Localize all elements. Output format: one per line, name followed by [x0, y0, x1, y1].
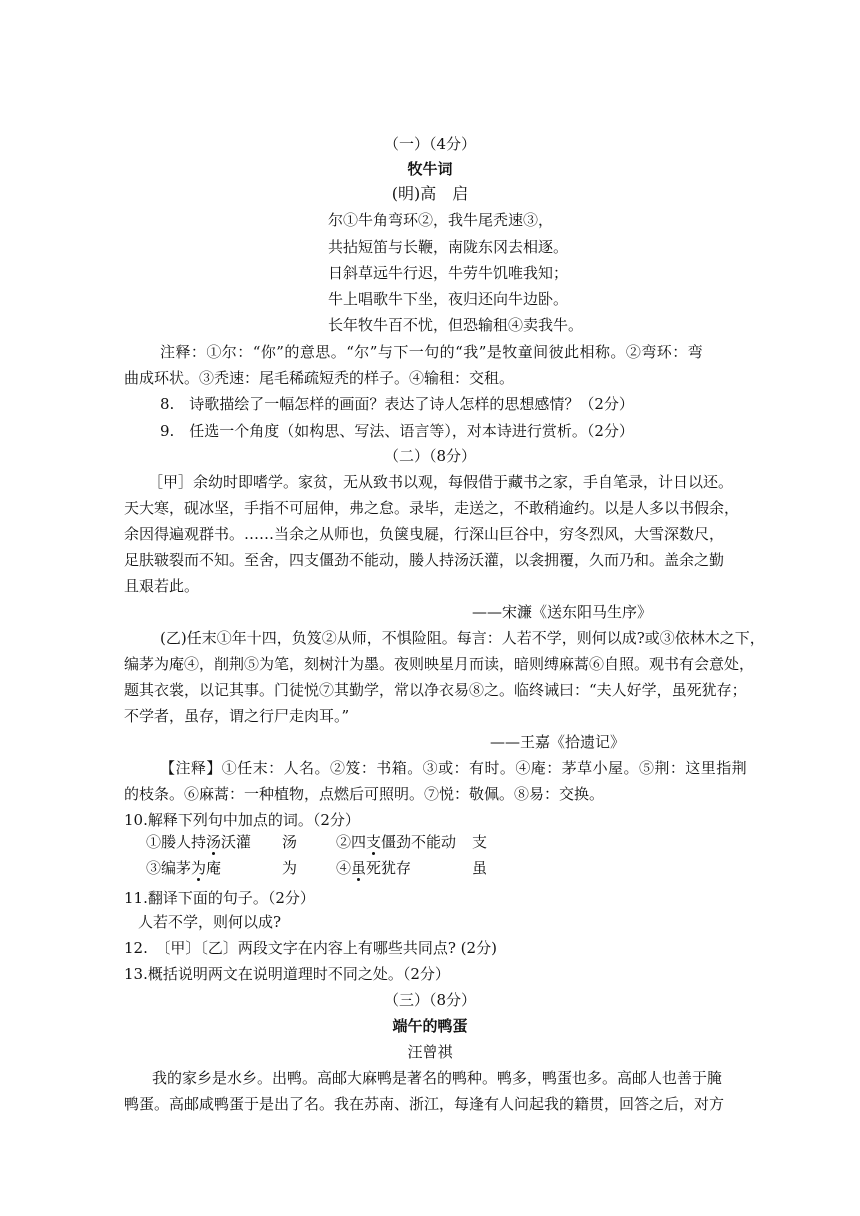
passage-yi-source: ——王嘉《拾遗记》 [490, 733, 626, 751]
poem-line: 日斜草远牛行迟，牛劳牛饥唯我知； [328, 264, 569, 282]
question-13: 13.概括说明两文在说明道理时不同之处。（2分） [124, 965, 450, 983]
section-1-heading: （一）（4分） [383, 135, 477, 153]
dotted-word: 汤 [206, 833, 222, 851]
section-2-heading: （二）（8分） [383, 447, 477, 465]
question-10: 10.解释下列句中加点的词。（2分） [124, 811, 360, 829]
passage-notes-line: 【注释】①任末：人名。②笈：书箱。③或：有时。④庵：茅草小屋。⑤荆：这里指荆 [160, 759, 748, 777]
dotted-word: 支 [366, 833, 382, 851]
q10-item-post: 庵 [206, 859, 222, 877]
passage-yi-line: 不学者，虽存，谓之行尸走肉耳。” [124, 707, 350, 725]
poem-notes-line: 曲成环状。③秃速：尾毛稀疏短秃的样子。④输租：交租。 [124, 369, 515, 387]
q10-answer-word: 支 [472, 833, 488, 851]
q10-item [146, 858, 221, 878]
poem-notes-line: 注释：①尔：“你”的意思。“尔”与下一句的“我”是牧童间彼此相称。②弯环：弯 [160, 343, 704, 361]
dotted-word: 虽 [351, 859, 367, 877]
passage-jia-line: ［甲］余幼时即嗜学。家贫，无从致书以观，每假借于藏书之家，手自笔录，计日以还。 [148, 473, 734, 491]
q10-item-pre: ②四 [336, 833, 367, 851]
question-11: 11.翻译下面的句子。（2分） [124, 889, 315, 907]
q10-answer-word: 为 [282, 859, 298, 877]
essay-author: 汪曾祺 [407, 1043, 453, 1061]
passage-jia-line: 且艰若此。 [124, 577, 200, 595]
q10-item-pre: ①媵人持 [146, 833, 207, 851]
poem-title: 牧牛词 [407, 160, 453, 178]
poem-line: 牛上唱歌牛下坐，夜归还向牛边卧。 [328, 290, 569, 308]
passage-jia-line: 余因得遍观群书。……当余之从师也，负箧曳屣，行深山巨谷中，穷冬烈风，大雪深数尺， [124, 525, 725, 543]
q10-answer-word: 虽 [472, 859, 488, 877]
passage-jia-line: 足肤皲裂而不知。至舍，四支僵劲不能动，媵人持汤沃灌，以衾拥覆，久而乃和。盖余之勤 [124, 551, 725, 569]
poem-line: 共拈短笛与长鞭，南陇东冈去相逐。 [328, 238, 569, 256]
section-3-heading: （三）（8分） [383, 991, 477, 1009]
q10-item-post: 僵劲不能动 [381, 833, 457, 851]
poem-author: (明)高 启 [391, 184, 469, 203]
poem-line: 尔①牛角弯环②，我牛尾秃速③， [328, 211, 554, 229]
essay-paragraph-line: 我的家乡是水乡。出鸭。高邮大麻鸭是著名的鸭种。鸭多，鸭蛋也多。高邮人也善于腌 [152, 1069, 723, 1087]
passage-notes-line: 的枝条。⑥麻蒿：一种植物，点燃后可照明。⑦悦：敬佩。⑧易：交换。 [124, 785, 605, 803]
q10-item [146, 832, 251, 852]
passage-yi-line: 编茅为庵④，削荆⑤为笔，刻树汁为墨。夜则映星月而读，暗则缚麻蒿⑥自照。观书有会意处， [124, 655, 755, 673]
passage-jia-source: ——宋濂《送东阳马生序》 [472, 603, 653, 621]
passage-yi-line: 题其衣裳，以记其事。门徒悦⑦其勤学，常以净衣易⑧之。临终诫曰：“夫人好学，虽死犹存； [124, 681, 747, 699]
passage-jia-line: 天大寒，砚冰坚，手指不可屈伸，弗之怠。录毕，走送之，不敢稍逾约。以是人多以书假余， [124, 499, 740, 517]
essay-paragraph-line: 鸭蛋。高邮咸鸭蛋于是出了名。我在苏南、浙江，每逢有人问起我的籍贯，回答之后，对方 [124, 1095, 725, 1113]
question-11-sentence: 人若不学，则何以成? [138, 913, 282, 931]
question-9: 9. 任选一个角度（如构思、写法、语言等），对本诗进行赏析。（2分） [160, 422, 634, 440]
poem-line: 长年牧牛百不忧，但恐输租④卖我牛。 [328, 316, 584, 334]
q10-item [336, 832, 456, 852]
question-8: 8. 诗歌描绘了一幅怎样的画面？表达了诗人怎样的思想感情？（2分） [160, 395, 634, 413]
q10-item-pre: ④ [336, 859, 352, 877]
question-12: 12. 〔甲〕〔乙〕两段文字在内容上有哪些共同点? (2分) [124, 939, 497, 957]
q10-answer-word: 汤 [282, 833, 298, 851]
q10-item [336, 858, 411, 878]
dotted-word: 为 [191, 859, 207, 877]
essay-title: 端午的鸭蛋 [392, 1017, 468, 1035]
q10-item-post: 沃灌 [221, 833, 252, 851]
q10-item-pre: ③编茅 [146, 859, 192, 877]
q10-item-post: 死犹存 [366, 859, 412, 877]
passage-yi-line: (乙)任末①年十四，负笈②从师，不惧险阻。每言：人若不学，则何以成?或③依林木之下， [160, 629, 765, 647]
